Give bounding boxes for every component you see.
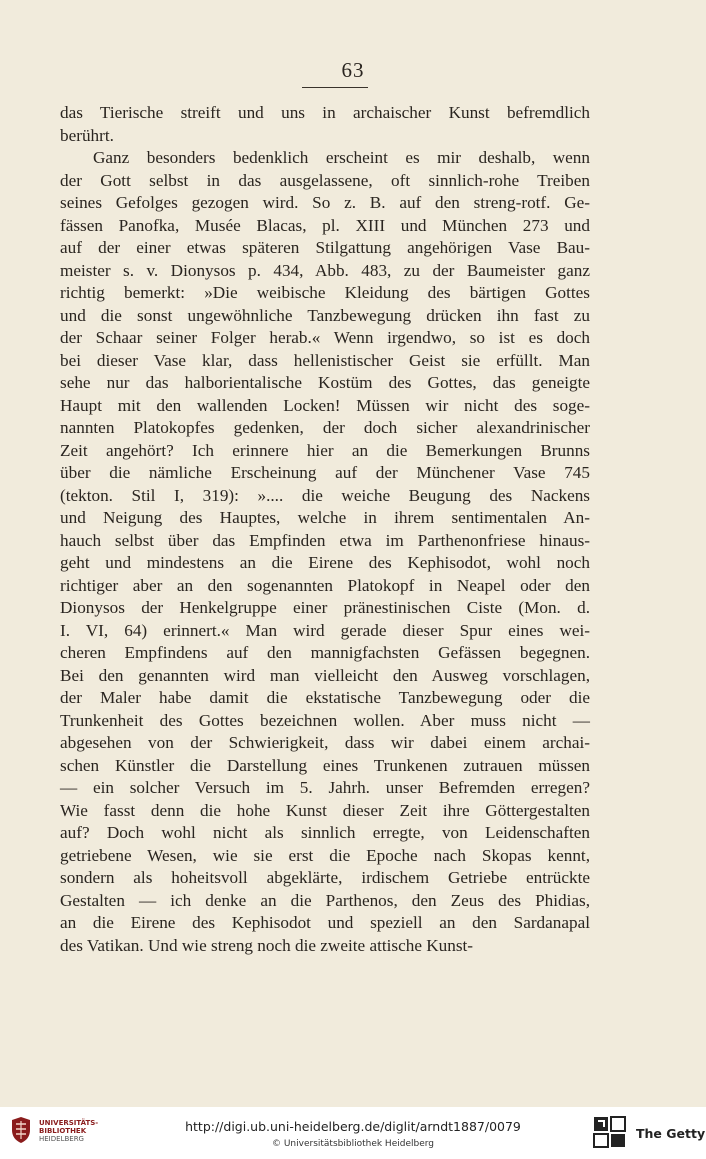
- footer: [0, 1107, 706, 1159]
- text-line: I. VI, 64) erinnert.« Man wird gerade dieser Spur eines wei-: [60, 620, 590, 640]
- text-line: Dionysos der Henkelgruppe einer pränestinischen Ciste (Mon. d.: [60, 598, 590, 617]
- text-line: sehe nur das halborientalische Kostüm des Gottes, das geneigte: [60, 373, 590, 392]
- footer-copyright: © Universitätsbibliothek Heidelberg: [271, 1139, 434, 1149]
- text-line: seines Gefolges gezogen wird. So z. B. auf den streng-rotf. Ge-: [60, 193, 590, 212]
- text-line: richtiger aber an den sogenannten Platokopf in Neapel oder den: [60, 575, 590, 595]
- text-line: der Schaar seiner Folger herab.« Wenn irgendwo, so ist es doch: [60, 328, 590, 347]
- library-name-line: UNIVERSITÄTS-: [39, 1119, 99, 1127]
- text-line: und die sonst ungewöhnliche Tanzbewegung drücken ihn fast zu: [60, 305, 590, 325]
- text-line: nannten Platokopfes gedenken, der doch sicher alexandrinischer: [60, 418, 590, 437]
- text-line: (tekton. Stil I, 319): ».... die weiche Beugung des Nackens: [60, 485, 590, 505]
- library-name-line: BIBLIOTHEK: [39, 1127, 87, 1135]
- text-line: cheren Empfindens auf den mannigfachsten Gefässen begegnen.: [60, 643, 590, 662]
- text-line: über die nämliche Erscheinung auf der Münchener Vase 745: [60, 463, 590, 482]
- text-body: [60, 102, 590, 957]
- text-line: auf? Doch wohl nicht als sinnlich erregte, von Leidenschaften: [60, 823, 590, 842]
- text-line: an die Eirene des Kephisodot und speziell an den Sardanapal: [60, 913, 590, 932]
- getty-logo-icon: [593, 1116, 627, 1148]
- text-line: Gestalten — ich denke an die Parthenos, den Zeus des Phidias,: [60, 890, 590, 910]
- text-line: hauch selbst über das Empfinden etwa im Parthenonfriese hinaus-: [60, 530, 590, 550]
- page-number-rule: [302, 87, 368, 88]
- text-line: der Gott selbst in das ausgelassene, oft sinnlich-rohe Treiben: [60, 170, 590, 190]
- text-line: getriebene Wesen, wie sie erst die Epoche nach Skopas kennt,: [60, 845, 590, 865]
- text-line: Haupt mit den wallenden Locken! Müssen wir nicht des soge-: [60, 395, 590, 415]
- text-line: Wie fasst denn die hohe Kunst dieser Zeit ihre Göttergestalten: [60, 800, 590, 820]
- page-number: 63: [341, 58, 365, 82]
- text-line: und Neigung des Hauptes, welche in ihrem sentimentalen An-: [60, 508, 590, 527]
- text-line: bei dieser Vase klar, dass hellenistischer Geist sie erfüllt. Man: [60, 350, 590, 370]
- text-line: abgesehen von der Schwierigkeit, dass wir dabei einem archai-: [60, 733, 590, 752]
- text-line: der Maler habe damit die ekstatische Tanzbewegung oder die: [60, 688, 590, 707]
- text-line: schen Künstler die Darstellung eines Trunkenen zutrauen müssen: [60, 755, 590, 775]
- text-line: das Tierische streift und uns in archaischer Kunst befremdlich: [60, 103, 590, 122]
- library-name-line: HEIDELBERG: [39, 1135, 84, 1143]
- text-line: meister s. v. Dionysos p. 434, Abb. 483, zu der Baumeister ganz: [60, 260, 590, 280]
- text-line: berührt.: [60, 125, 114, 145]
- getty-name: The Getty: [636, 1126, 706, 1141]
- text-line: Bei den genannten wird man vielleicht den Ausweg vorschlagen,: [60, 665, 590, 685]
- text-line: fässen Panofka, Musée Blacas, pl. XIII und München 273 und: [60, 215, 590, 235]
- text-line: sondern als hoheitsvoll abgeklärte, irdischem Getriebe entrückte: [60, 868, 590, 887]
- text-line: richtig bemerkt: »Die weibische Kleidung des bärtigen Gottes: [60, 283, 590, 302]
- text-line: — ein solcher Versuch im 5. Jahrh. unser Befremden erregen?: [60, 778, 590, 797]
- footer-url-link[interactable]: http://digi.ub.uni-heidelberg.de/diglit/arndt1887/0079: [185, 1119, 521, 1134]
- text-line: auf der einer etwas späteren Stilgattung angehörigen Vase Bau-: [60, 238, 590, 257]
- text-line: Zeit angehört? Ich erinnere hier an die Bemerkungen Brunns: [60, 440, 590, 460]
- text-line: des Vatikan. Und wie streng noch die zweite attische Kunst-: [60, 935, 474, 955]
- text-line: Ganz besonders bedenklich erscheint es mir deshalb, wenn: [93, 148, 590, 167]
- text-line: Trunkenheit des Gottes bezeichnen wollen. Aber muss nicht —: [60, 710, 590, 730]
- text-line: geht und mindestens an die Eirene des Kephisodot, wohl noch: [60, 553, 590, 572]
